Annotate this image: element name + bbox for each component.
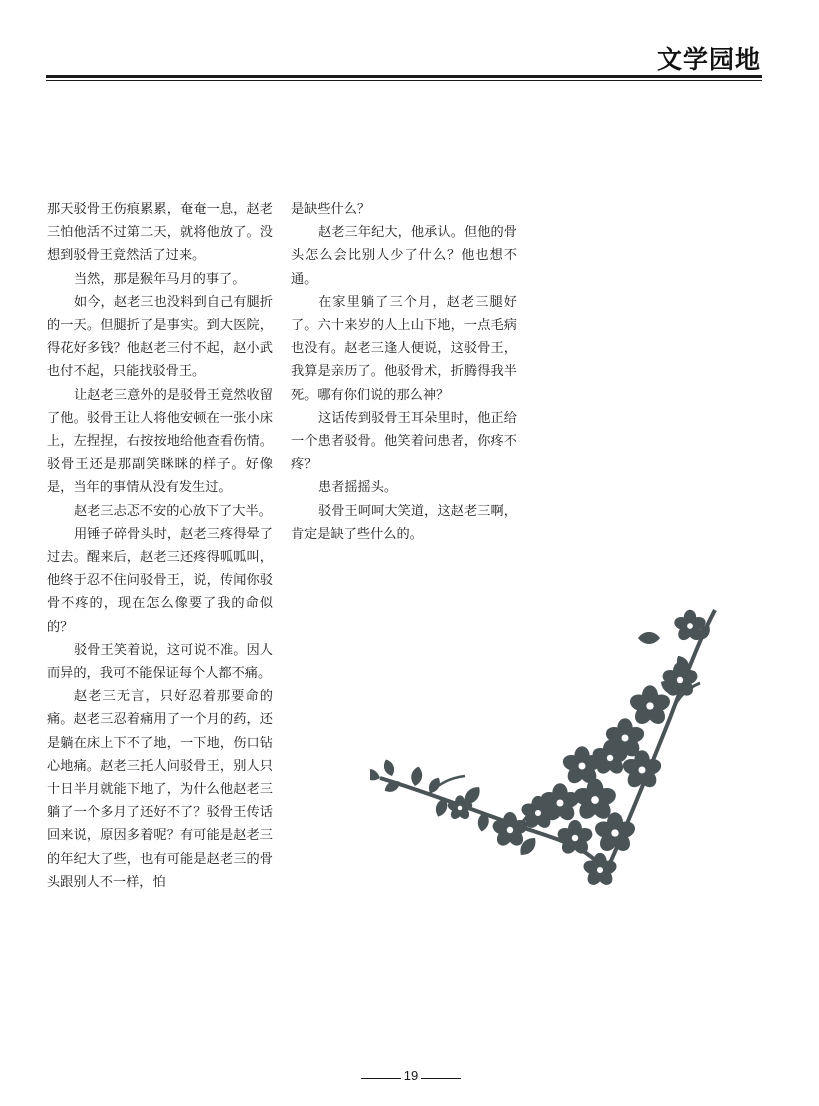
paragraph: 驳骨王呵呵大笑道，这赵老三啊，肯定是缺了些什么的。 [291,503,517,542]
paragraph: 用锤子碎骨头时，赵老三疼得晕了过去。醒来后，赵老三还疼得呱呱叫，他终于忍不住问驳骨王，说，传闻你驳骨不疼的，现在怎么像要了我的命似的？ [47,526,273,635]
page-footer [0,1068,819,1088]
paragraph: 在家里躺了三个月，赵老三腿好了。六十来岁的人上山下地，一点毛病也没有。赵老三逢人便说，这驳骨王，我算是亲历了。他驳骨术，折腾得我半死。哪有你们说的那么神？ [291,294,517,403]
paragraph: 患者摇摇头。 [318,480,398,496]
paragraph: 让赵老三意外的是驳骨王竟然收留了他。驳骨王让人将他安顿在一张小床上，左捏捏，右按按地给他查看伤情。驳骨王还是那副笑眯眯的样子。好像是，当年的事情从没有发生过。 [47,387,273,496]
paragraph: 赵老三无言，只好忍着那要命的痛。赵老三忍着痛用了一个月的药，还是躺在床上下不了地，一下地，伤口钻心地痛。赵老三托人问驳骨王，别人只十日半月就能下地了，为什么他赵老三躺了一个多月了还好不了？驳骨王传话回来说，原因多着呢？有可能是赵老三的年纪大了些，也有可能是赵老三的骨头跟别人不一样，怕 [47,689,273,890]
header-rule-thin [46,80,762,81]
paragraph: 驳骨王笑着说，这可说不准。因人而异的，我可不能保证每个人都不痛。 [47,642,273,682]
article-column-right [291,198,517,546]
header-rule-thick [46,75,762,78]
paragraph: 如今，赵老三也没料到自己有腿折的一天。但腿折了是事实。到大医院，得花好多钱？他赵老三付不起，赵小武也付不起，只能找驳骨王。 [47,294,273,380]
page-number: 19 [403,1068,419,1083]
paragraph: 赵老三忐忑不安的心放下了大半。 [74,503,272,519]
plum-blossom-branch-icon [370,598,730,898]
section-title: 文学园地 [656,45,761,74]
paragraph: 赵老三年纪大，他承认。但他的骨头怎么会比别人少了什么？他也想不通。 [291,225,517,287]
footer-rule-left [361,1078,401,1079]
paragraph: 当然，那是猴年马月的事了。 [74,271,246,287]
footer-rule-right [421,1078,461,1079]
paragraph: 是缺些什么？ [291,202,371,217]
article-column-left [47,198,273,894]
paragraph: 这话传到驳骨王耳朵里时，他正给一个患者驳骨。他笑着问患者，你疼不疼？ [291,410,517,473]
paragraph: 那天驳骨王伤痕累累，奄奄一息，赵老三怕他活不过第二天，就将他放了。没想到驳骨王竟然活了过来。 [47,202,273,264]
